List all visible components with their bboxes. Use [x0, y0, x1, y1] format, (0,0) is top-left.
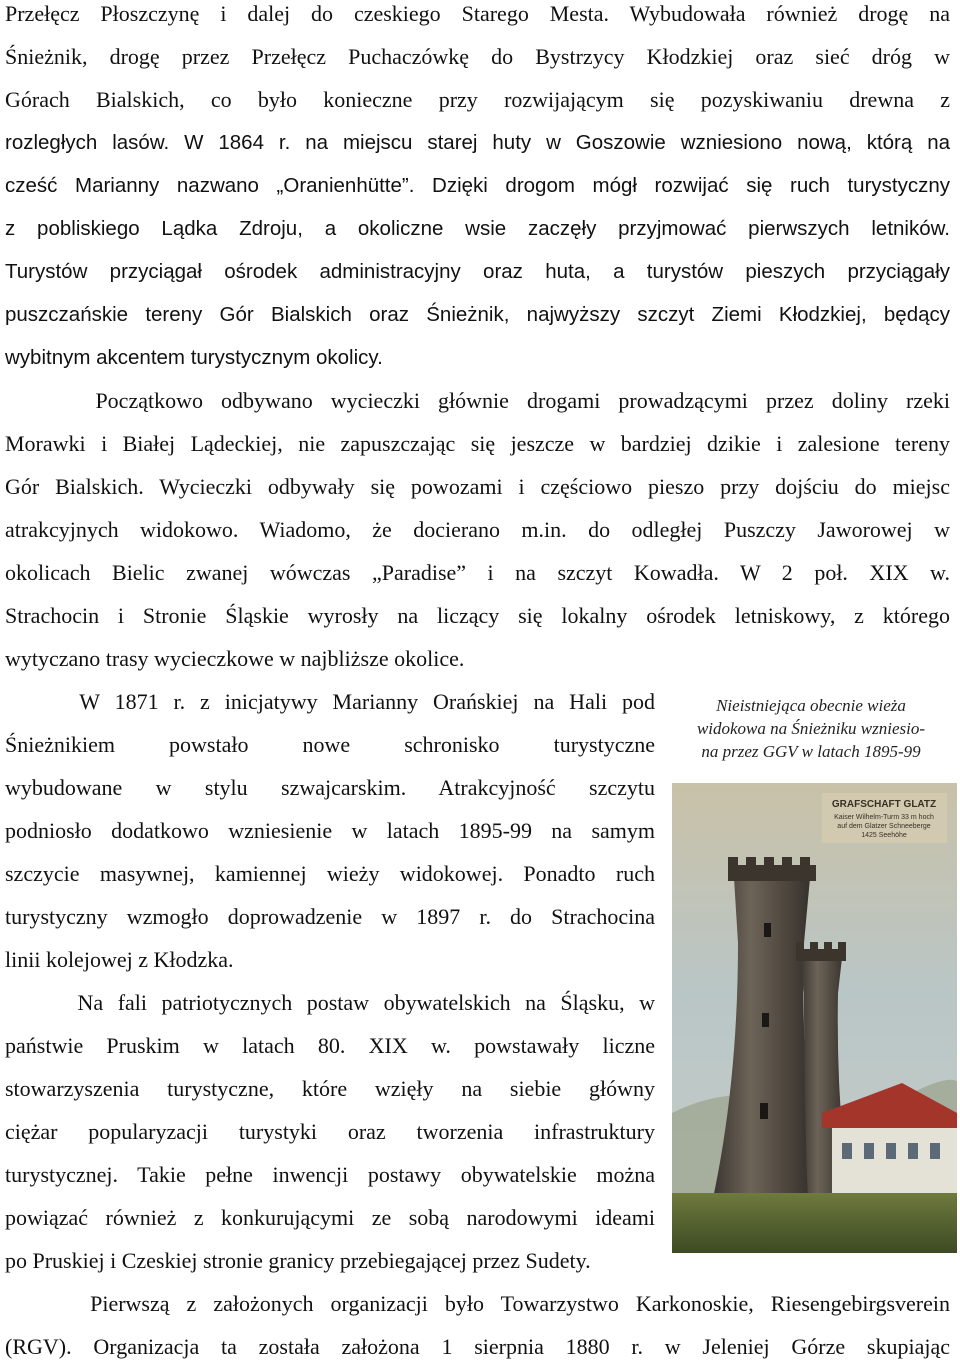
tower-postcard-image: [672, 783, 957, 1253]
text-line: Na fali patriotycznych postaw obywatelskich na Śląsku, w: [5, 990, 655, 1015]
postcard-inscription: 1425 Seehöhe: [861, 832, 907, 839]
postcard-inscription: Kaiser Wilhelm-Turm 33 m hoch: [834, 814, 934, 821]
text-line: rozległych lasów. W 1864 r. na miejscu starej huty w Goszowie wzniesiono nową, którą na: [5, 131, 950, 154]
text-line: Gór Bialskich. Wycieczki odbywały się powozami i częściowo pieszo przy dojściu do miejsc: [5, 474, 950, 499]
text-line: szczycie masywnej, kamiennej wieży widokowej. Ponadto ruch: [5, 861, 655, 886]
text-line: Przełęcz Płoszczynę i dalej do czeskiego Starego Mesta. Wybudowała również drogę na: [5, 1, 950, 26]
text-line: wybitnym akcentem turystycznym okolicy.: [5, 346, 383, 369]
text-line: Górach Bialskich, co było konieczne przy rozwijającym się pozyskiwaniu drewna z: [5, 87, 950, 112]
text-line: Śnieżnik, drogę przez Przełęcz Puchaczówkę do Bystrzycy Kłodzkiej oraz sieć dróg w: [5, 44, 950, 69]
text-line: W 1871 r. z inicjatywy Marianny Orańskiej na Hali pod: [5, 689, 655, 714]
text-line: ciężar popularyzacji turystyki oraz tworzenia infrastruktury: [5, 1119, 655, 1144]
text-line: linii kolejowej z Kłodzka.: [5, 947, 234, 972]
text-line: wybudowane w stylu szwajcarskim. Atrakcyjność szczytu: [5, 775, 655, 800]
text-line: turystyczny wzmogło doprowadzenie w 1897 r. do Strachocina: [5, 904, 655, 929]
text-line: okolicach Bielic zwanej wówczas „Paradise” i na szczyt Kowadła. W 2 poł. XIX w.: [5, 560, 950, 585]
text-line: Turystów przyciągał ośrodek administracyjny oraz huta, a turystów pieszych przyciągały: [5, 260, 950, 283]
text-line: Początkowo odbywano wycieczki głównie drogami prowadzącymi przez doliny rzeki: [5, 388, 950, 413]
text-line: puszczańskie tereny Gór Bialskich oraz Śnieżnik, najwyższy szczyt Ziemi Kłodzkiej, będący: [5, 303, 950, 326]
caption-line: na przez GGV w latach 1895-99: [701, 742, 921, 761]
image-caption: [666, 694, 956, 763]
caption-line: Nieistniejąca obecnie wieża: [716, 696, 906, 715]
text-line: stowarzyszenia turystyczne, które wzięły na siebie główny: [5, 1076, 655, 1101]
tower-illustration: [672, 783, 957, 1253]
postcard-header: GRAFSCHAFT GLATZ: [831, 799, 937, 810]
text-line: po Pruskiej i Czeskiej stronie granicy przebiegającej przez Sudety.: [5, 1248, 591, 1273]
text-line: powiązać również z konkurującymi ze sobą narodowymi ideami: [5, 1205, 655, 1230]
text-line: z pobliskiego Lądka Zdroju, a okoliczne wsie zaczęły przyjmować pierwszych letników.: [5, 217, 950, 240]
text-line: Morawki i Białej Lądeckiej, nie zapuszczając się jeszcze w bardziej dzikie i zalesione tereny: [5, 431, 950, 456]
text-line: Pierwszą z założonych organizacji było Towarzystwo Karkonoskie, Riesengebirgsverein: [5, 1291, 950, 1316]
postcard-inscription: auf dem Glatzer Schneeberge: [837, 823, 931, 830]
text-line: państwie Pruskim w latach 80. XIX w. powstawały liczne: [5, 1033, 655, 1058]
text-line: wytyczano trasy wycieczkowe w najbliższe okolice.: [5, 646, 465, 671]
text-line: Strachocin i Stronie Śląskie wyrosły na liczący się lokalny ośrodek letniskowy, z którego: [5, 603, 950, 628]
text-line: Śnieżnikiem powstało nowe schronisko turystyczne: [5, 732, 655, 757]
text-line: (RGV). Organizacja ta została założona 1 sierpnia 1880 r. w Jeleniej Górze skupiając: [5, 1334, 950, 1359]
text-line: atrakcyjnych widokowo. Wiadomo, że docierano m.in. do odległej Puszczy Jaworowej w: [5, 517, 950, 542]
text-line: turystycznej. Takie pełne inwencji postawy obywatelskie można: [5, 1162, 655, 1187]
text-line: cześć Marianny nazwano „Oranienhütte”. Dzięki drogom mógł rozwijać się ruch turystyczny: [5, 174, 950, 197]
caption-line: widokowa na Śnieżniku wzniesio-: [696, 719, 926, 738]
text-line: podniosło dodatkowo wzniesienie w latach 1895-99 na samym: [5, 818, 655, 843]
